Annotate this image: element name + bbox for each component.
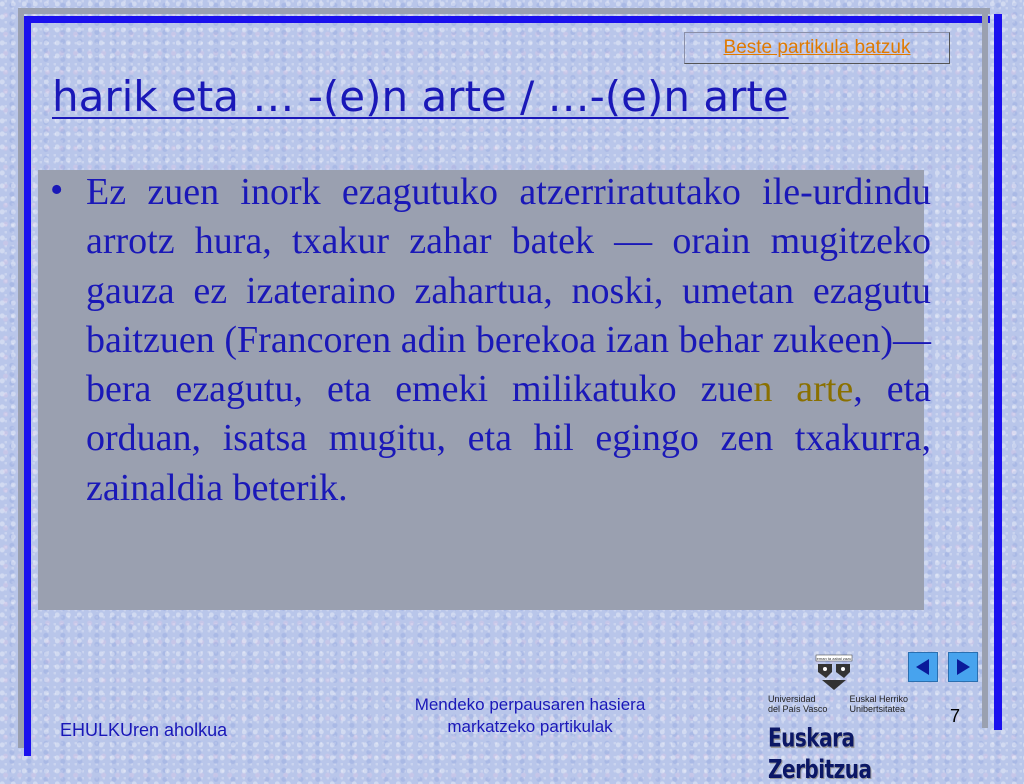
footer-source: EHULKUren aholkua [60,720,228,740]
body-text-end: , eta orduan, isatsa mugitu, eta hil egingo zen txakurra, zainaldia beterik. [86,368,931,509]
slide-title: harik eta … -(e)n arte / …-(e)n arte [52,72,789,121]
university-name-es: Universidad del País Vasco [768,694,828,714]
university-names [768,694,908,714]
beste-partikula-link[interactable]: Beste partikula batzuk [684,32,950,64]
euskara-zerbitzua-brand: Euskara Zerbitzua [768,722,872,784]
triangle-left-icon [913,657,933,677]
logo-motto: eman ta zabal zazu [816,656,852,661]
frame-shadow-right [982,8,988,728]
frame-top-border [24,16,990,23]
bullet-point: • [50,169,64,211]
page-number: 7 [950,706,961,726]
triangle-right-icon [953,657,973,677]
slide-body-text [86,168,931,513]
university-name-eu: Euskal Herriko Unibertsitatea [849,694,908,714]
footer-topic [380,694,680,738]
footer-topic-line2: markatzeko partikulak [447,717,613,736]
previous-slide-button[interactable] [908,652,938,682]
body-text-main: Ez zuen inork ezagutuko atzerriratutako ile-urdindu arrotz hura, txakur zahar batek — orain mugitzeko gauza ez izateraino zahartua, noski, umetan ezagutu baitzuen (Francoren adin berekoa izan behar zukeen)— bera ezagutu, eta emeki milikatuko zue [86,171,931,411]
frame-right-border [994,14,1002,730]
university-crest-icon [812,652,856,692]
next-slide-button[interactable] [948,652,978,682]
footer-topic-line1: Mendeko perpausaren hasiera [414,695,646,714]
highlighted-particle: n arte [753,368,854,411]
frame-left-border [24,16,31,756]
frame-shadow-top [18,8,990,14]
